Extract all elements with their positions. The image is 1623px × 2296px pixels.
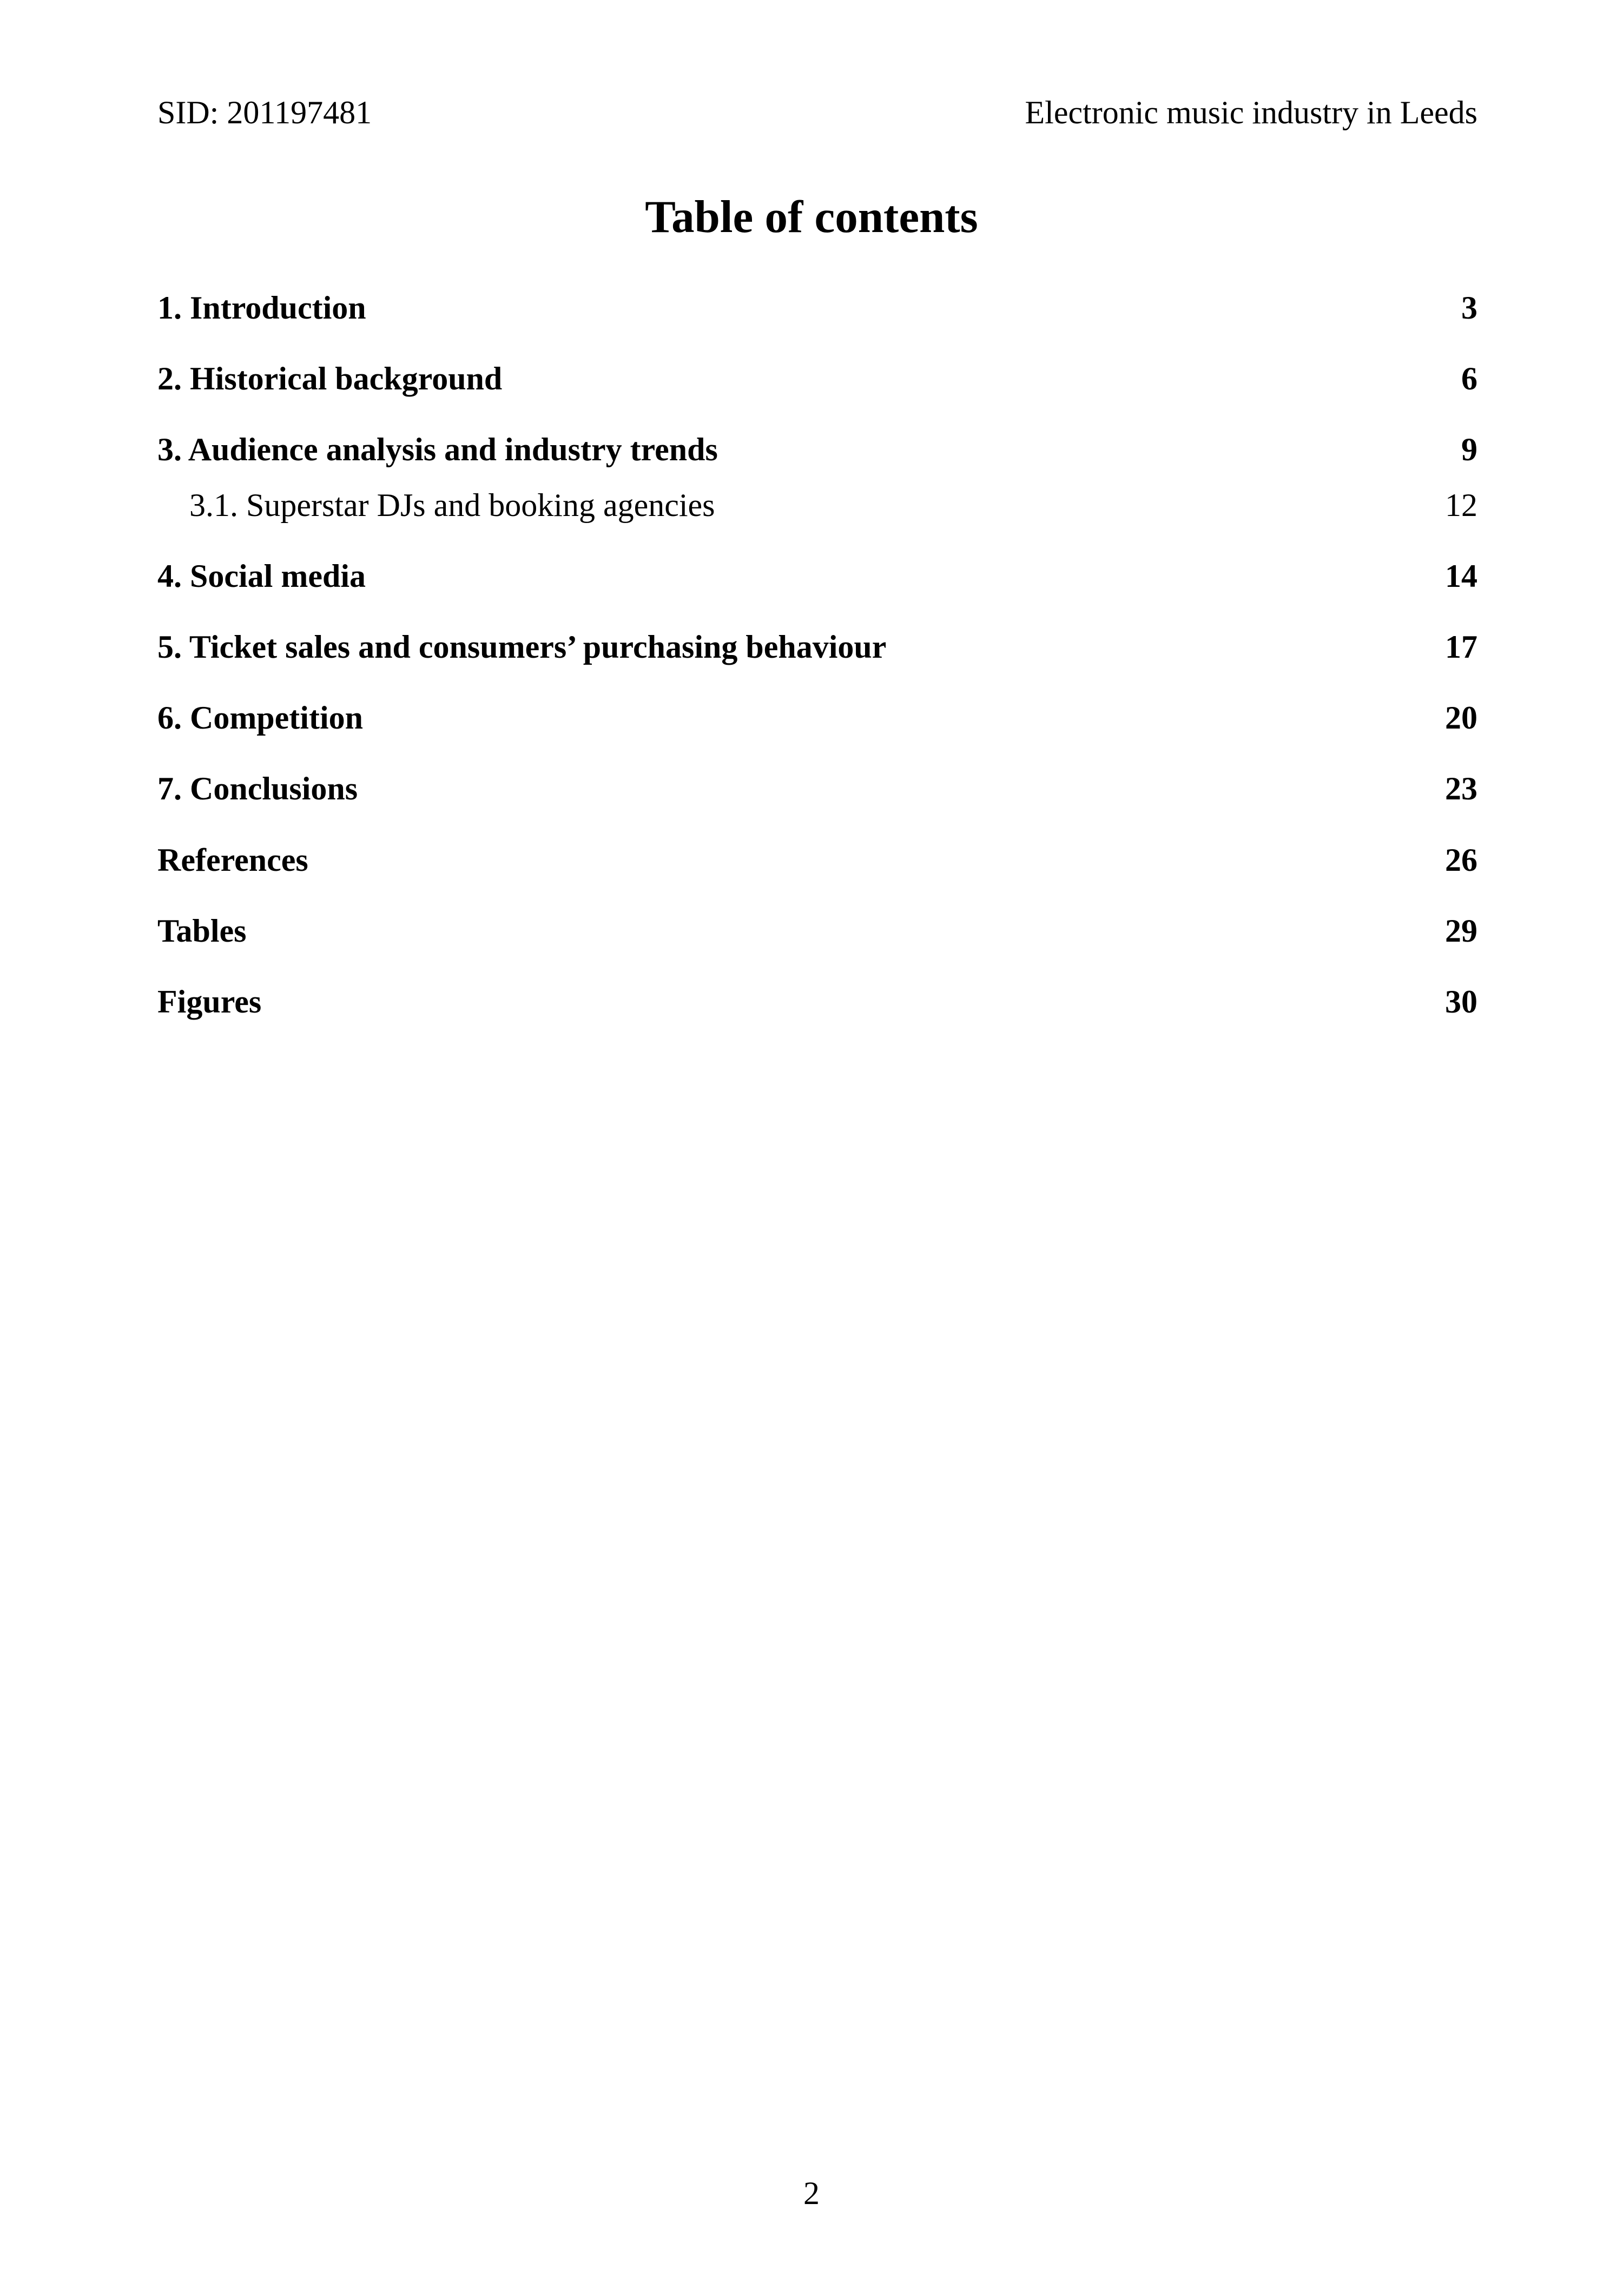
toc-entry-label: 1. Introduction (157, 290, 366, 326)
toc-entry-page: 9 (1461, 432, 1477, 467)
toc-entry-page: 14 (1445, 558, 1477, 594)
toc-heading: Table of contents (645, 191, 978, 242)
toc-entry-page: 23 (1445, 771, 1477, 806)
toc-entry-label: References (157, 842, 308, 878)
toc-entry-label: Figures (157, 984, 262, 1020)
page-header (157, 96, 1477, 129)
toc-entry-label: 7. Conclusions (157, 771, 358, 806)
toc-entry-page: 3 (1461, 290, 1477, 326)
toc-entry-page: 12 (1445, 487, 1477, 523)
page-number: 2 (803, 2175, 820, 2211)
toc-entry-page: 29 (1445, 913, 1477, 949)
toc-entry-label: 3. Audience analysis and industry trends (157, 432, 718, 467)
toc-entry-social-media[interactable] (157, 560, 1477, 592)
toc-entry-label: Tables (157, 913, 247, 949)
toc-entry-superstar-djs[interactable] (157, 489, 1477, 521)
toc-entry-page: 17 (1445, 629, 1477, 665)
toc-entry-page: 20 (1445, 700, 1477, 736)
toc-entry-page: 6 (1461, 361, 1477, 396)
toc-entry-label: 6. Competition (157, 700, 363, 736)
toc-entry-label: 5. Ticket sales and consumers’ purchasing behaviour (157, 629, 887, 665)
toc-entry-tables[interactable] (157, 915, 1477, 947)
toc-entry-conclusions[interactable] (157, 772, 1477, 805)
toc-entry-references[interactable] (157, 844, 1477, 876)
toc-entry-audience-analysis[interactable] (157, 433, 1477, 466)
document-title: Electronic music industry in Leeds (1025, 95, 1477, 130)
toc-entry-historical-background[interactable] (157, 362, 1477, 395)
toc-entry-label: 3.1. Superstar DJs and booking agencies (189, 487, 715, 523)
toc-entry-figures[interactable] (157, 985, 1477, 1018)
toc-entry-ticket-sales[interactable] (157, 631, 1477, 663)
student-id: SID: 201197481 (157, 95, 372, 130)
toc-entry-page: 30 (1445, 984, 1477, 1020)
toc-entry-competition[interactable] (157, 702, 1477, 734)
toc-entry-label: 4. Social media (157, 558, 366, 594)
toc-entry-page: 26 (1445, 842, 1477, 878)
toc-entry-label: 2. Historical background (157, 361, 503, 396)
toc-entry-introduction[interactable] (157, 292, 1477, 324)
